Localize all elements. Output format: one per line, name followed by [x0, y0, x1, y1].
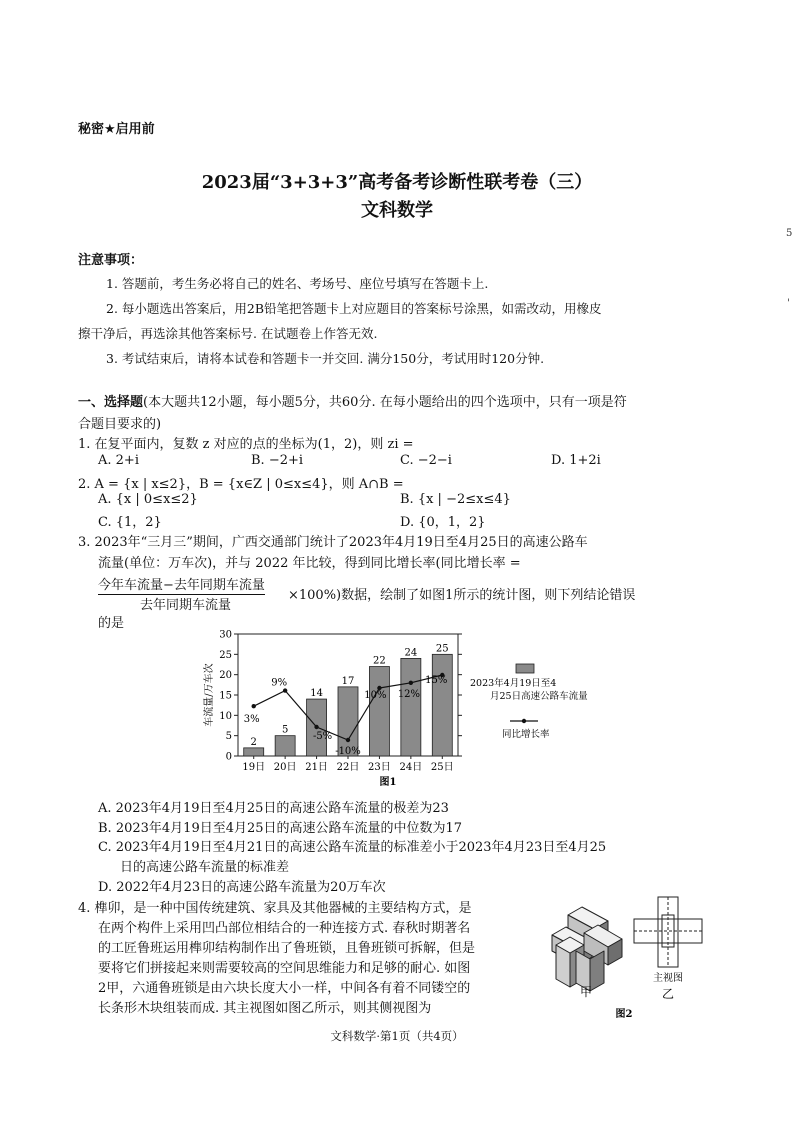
- figure-yi-label: 乙: [661, 987, 675, 1001]
- bar-value-label: 22: [373, 655, 386, 667]
- luban-lock-3d-illustration: [552, 907, 622, 991]
- luban-lock-front-view: [634, 897, 702, 967]
- bar-value-label: 24: [404, 647, 418, 659]
- bar-24日: [401, 658, 421, 756]
- growth-rate-point: [314, 725, 318, 729]
- x-tick-label: 24日: [399, 762, 423, 773]
- section-heading: [78, 391, 627, 410]
- q1-stem: 1. 在复平面内，复数 z 对应的点的坐标为(1，2)，则 zi =: [78, 437, 414, 452]
- growth-rate-label: 9%: [271, 677, 288, 689]
- legend-bar-label-line2: 月25日高速公路车流量: [490, 691, 588, 702]
- fraction-numerator: 今年车流量−去年同期车流量: [98, 574, 265, 595]
- growth-rate-label: 15%: [425, 675, 448, 686]
- note-2a: 2. 每小题选出答案后，用2B铅笔把答题卡上对应题目的答案标号涂黑，如需改动，用橡皮: [106, 301, 602, 316]
- q3-option-c1: C. 2023年4月19日至4月21日的高速公路车流量的标准差小于2023年4月23日至4月25: [98, 840, 607, 855]
- q4-line-6: 长条形木块组装而成. 其主视图如图乙所示，则其侧视图为: [98, 1001, 432, 1016]
- figure-jia-label: 甲: [579, 985, 593, 999]
- growth-rate-label: -5%: [312, 731, 333, 742]
- legend-line-marker: [522, 719, 526, 723]
- figure-2-luban-lock: [546, 893, 726, 1023]
- q3-option-d: D. 2022年4月23日的高速公路车流量为20万车次: [98, 880, 386, 895]
- q4-line-3: 的工匠鲁班运用榫卯结构制作出了鲁班锁，且鲁班锁可拆解，但是: [98, 941, 476, 956]
- x-tick-label: 22日: [336, 762, 360, 773]
- x-tick-label: 23日: [368, 762, 391, 773]
- q3-option-c2: 日的高速公路车流量的标准差: [120, 860, 290, 875]
- fraction-denominator: 去年同期车流量: [140, 598, 232, 613]
- q2-stem: 2. A = {x | x≤2}，B = {x∈Z | 0≤x≤4}，则 A∩B =: [78, 477, 404, 492]
- q1-option-d: D. 1+2i: [551, 453, 601, 468]
- y-tick-label: 0: [225, 751, 232, 763]
- q4-line-1: 4. 榫卯，是一种中国传统建筑、家具及其他器械的主要结构方式，是: [78, 901, 472, 916]
- edge-mark-2: ': [787, 298, 790, 309]
- q3-stem-3: ×100%)数据，绘制了如图1所示的统计图，则下列结论错误: [288, 588, 636, 603]
- q1-option-c: C. −2−i: [400, 453, 452, 468]
- bar-25日: [432, 654, 452, 756]
- figure-1-chart: [0, 624, 794, 794]
- y-tick-label: 25: [219, 649, 232, 661]
- q4-line-4: 要将它们拼接起来则需要较高的空间思维能力和足够的耐心. 如图: [98, 961, 471, 976]
- legend-line-label: 同比增长率: [502, 729, 550, 740]
- growth-rate-point: [283, 688, 287, 692]
- x-tick-label: 21日: [305, 762, 328, 773]
- legend-bar-label-line1: 2023年4月19日至4: [470, 678, 557, 689]
- bar-value-label: 25: [435, 643, 449, 655]
- x-tick-label: 19日: [242, 762, 266, 773]
- figure-1-caption: 图1: [379, 777, 397, 788]
- y-tick-label: 20: [219, 670, 232, 682]
- q3-option-a: A. 2023年4月19日至4月25日的高速公路车流量的极差为23: [98, 801, 449, 816]
- legend-bar-swatch: [516, 664, 534, 673]
- page-footer: 文科数学·第1页（共4页）: [330, 1029, 464, 1043]
- note-3: 3. 考试结束后，请将本试卷和答题卡一并交回. 满分150分，考试用时120分钟.: [106, 351, 545, 366]
- note-1: 1. 答题前，考生务必将自己的姓名、考场号、座位号填写在答题卡上.: [106, 276, 489, 291]
- q3-stem-2: 流量(单位：万车次)，并与 2022 年比较，得到同比增长率(同比增长率 =: [98, 556, 521, 571]
- growth-rate-label: 12%: [397, 688, 420, 700]
- growth-rate-point: [346, 738, 350, 742]
- growth-rate-point: [409, 681, 413, 685]
- y-tick-label: 15: [219, 690, 232, 702]
- q2-option-d: D. {0，1，2}: [400, 515, 486, 530]
- confidential-mark: 秘密★启用前: [78, 122, 155, 137]
- bar-value-label: 5: [281, 724, 289, 736]
- y-axis-label: 车流量/万车次: [204, 663, 215, 727]
- bar-23日: [369, 667, 389, 756]
- bar-19日: [244, 748, 264, 756]
- notes-heading: 注意事项：: [78, 253, 144, 268]
- growth-rate-label: 10%: [364, 690, 387, 701]
- q2-option-a: A. {x | 0≤x≤2}: [98, 492, 198, 507]
- growth-rate-point: [252, 704, 256, 708]
- section-desc-b: 合题目要求的): [78, 417, 162, 432]
- q2-option-c: C. {1，2}: [98, 515, 162, 530]
- exam-subject: 文科数学: [361, 200, 433, 221]
- q1-option-b: B. −2+i: [251, 453, 304, 468]
- q3-stem-4: 的是: [98, 616, 125, 631]
- q1-option-a: A. 2+i: [98, 453, 139, 468]
- q3-stem-1: 3. 2023年“三月三”期间，广西交通部门统计了2023年4月19日至4月25日的高速公路车: [78, 535, 588, 550]
- q3-option-b: B. 2023年4月19日至4月25日的高速公路车流量的中位数为17: [98, 821, 463, 836]
- x-tick-label: 20日: [273, 762, 297, 773]
- main-view-label: 主视图: [653, 973, 683, 984]
- section-desc-a: (本大题共12小题，每小题5分，共60分. 在每小题给出的四个选项中，只有一项是符: [143, 395, 627, 410]
- bar-value-label: 17: [341, 675, 355, 687]
- y-tick-label: 10: [219, 710, 232, 722]
- bar-20日: [275, 736, 295, 756]
- growth-rate-label: 3%: [243, 714, 260, 726]
- q4-line-5: 2甲，六通鲁班锁是由六块长度大小一样，中间各有着不同镂空的: [98, 981, 471, 996]
- y-tick-label: 5: [225, 731, 232, 743]
- edge-mark-1: 5: [786, 228, 793, 239]
- x-tick-label: 25日: [430, 762, 454, 773]
- figure-2-caption: 图2: [615, 1009, 633, 1020]
- q4-line-2: 在两个构件上采用凹凸部位相结合的一种连接方式. 春秋时期著名: [98, 921, 471, 936]
- bar-value-label: 2: [250, 736, 257, 748]
- y-tick-label: 30: [219, 629, 232, 641]
- bar-value-label: 14: [310, 688, 323, 700]
- section-title: 一、选择题: [78, 395, 144, 410]
- exam-title: 2023届“3+3+3”高考备考诊断性联考卷（三）: [201, 172, 593, 193]
- growth-rate-label: -10%: [335, 746, 361, 757]
- note-2b: 擦干净后，再选涂其他答案标号. 在试题卷上作答无效.: [78, 326, 378, 341]
- q2-option-b: B. {x | −2≤x≤4}: [400, 492, 511, 507]
